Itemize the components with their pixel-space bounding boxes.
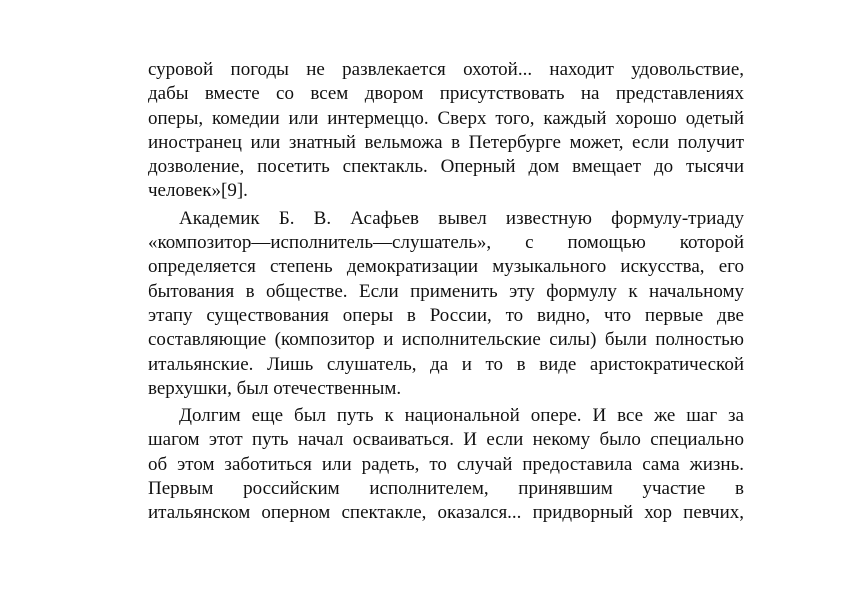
paragraph-2 xyxy=(148,207,744,401)
text-line: Первым российским исполнителем, принявшим участие в xyxy=(148,478,744,500)
paragraph-1 xyxy=(148,58,744,204)
text-line: составляющие (композитор и исполнительские силы) были полностью xyxy=(148,329,744,351)
text-line: определяется степень демократизации музыкального искусства, его xyxy=(148,256,744,278)
text-line: иностранец или знатный вельможа в Петербурге может, если получит xyxy=(148,131,744,153)
text-line: верхушки, был отечественным. xyxy=(148,377,402,399)
text-line: Долгим еще был путь к национальной опере. И все же шаг за xyxy=(179,405,744,427)
text-line: бытования в обществе. Если применить эту формулу к начальному xyxy=(148,280,744,302)
text-line: Академик Б. В. Асафьев вывел известную формулу-триаду xyxy=(179,207,744,229)
text-line: шагом этот путь начал осваиваться. И если некому было специально xyxy=(148,429,744,451)
text-line: дабы вместе со всем двором присутствовать на представлениях xyxy=(148,83,744,105)
text-line: об этом заботиться или радеть, то случай предоставила сама жизнь. xyxy=(148,453,744,475)
text-line: «композитор—исполнитель—слушатель», с помощью которой xyxy=(148,232,744,254)
paragraph-3 xyxy=(148,404,744,525)
document-text xyxy=(148,58,744,526)
text-line: итальянские. Лишь слушатель, да и то в виде аристократической xyxy=(148,353,744,375)
text-line: суровой погоды не развлекается охотой... находит удовольствие, xyxy=(148,59,744,80)
text-line: дозволение, посетить спектакль. Оперный дом вмещает до тысячи xyxy=(148,156,744,178)
text-line: этапу существования оперы в России, то видно, что первые две xyxy=(148,304,744,326)
text-line: человек»[9]. xyxy=(148,180,248,202)
text-line: итальянском оперном спектакле, оказался... придворный хор певчих, xyxy=(148,502,744,524)
text-line: оперы, комедии или интермеццо. Сверх того, каждый хорошо одетый xyxy=(148,107,744,129)
